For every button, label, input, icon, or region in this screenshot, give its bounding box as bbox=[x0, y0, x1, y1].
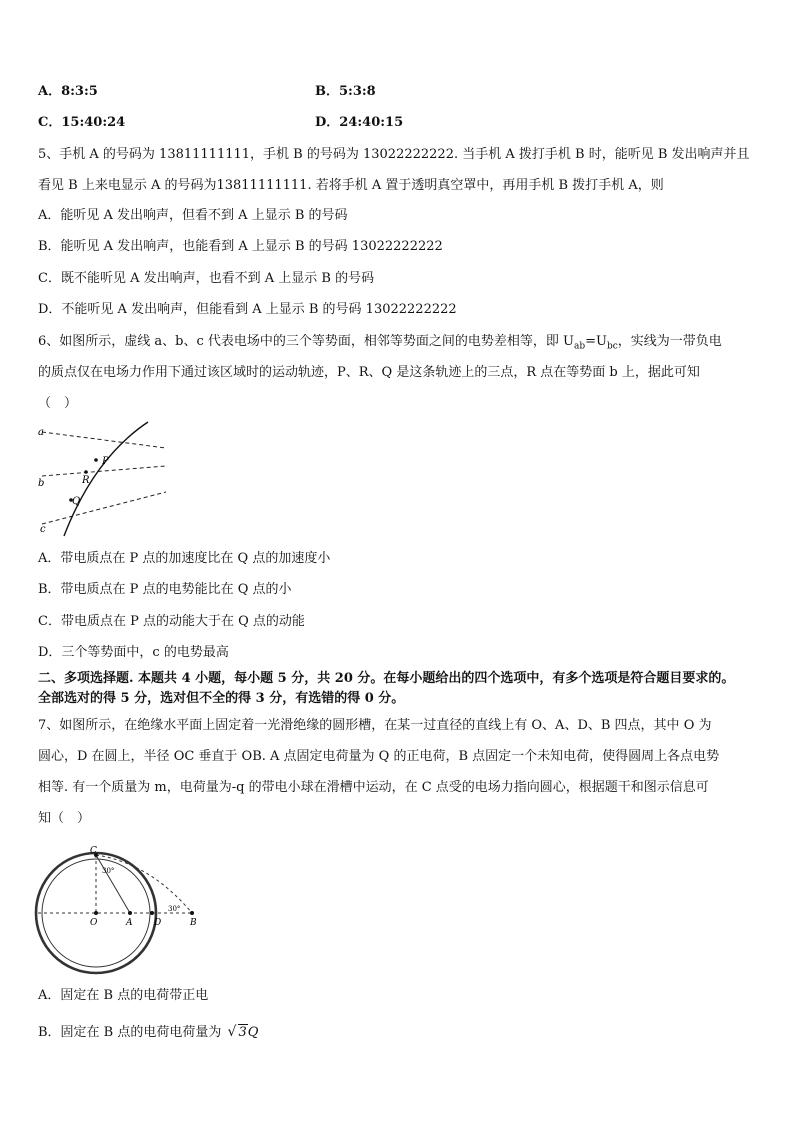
q7-stem-line1: 7、如图所示，在绝缘水平面上固定着一光滑绝缘的圆形槽，在某一过直径的直线上有 O、A、D、B 四点，其中 O 为 bbox=[38, 718, 712, 733]
q6-option-a: A．带电质点在 P 点的加速度比在 Q 点的加速度小 bbox=[38, 551, 331, 566]
q5-option-c: C．既不能听见 A 发出响声，也看不到 A 上显示 B 的号码 bbox=[38, 271, 375, 286]
q6-stem-line3: （ ） bbox=[38, 396, 78, 411]
q6-option-b: B．带电质点在 P 点的电势能比在 Q 点的小 bbox=[38, 582, 292, 597]
label-q: Q bbox=[72, 496, 81, 507]
q6-stem-line1 bbox=[38, 333, 722, 356]
point-o bbox=[94, 911, 98, 915]
label-b: B bbox=[190, 918, 197, 928]
sqrt-sign-icon: √ bbox=[227, 1024, 237, 1040]
angle-label-c: 30° bbox=[102, 867, 115, 875]
q7-stem-line2: 圆心，D 在圆上，半径 OC 垂直于 OB. A 点固定电荷量为 Q 的正电荷，B 点固定一个未知电荷，使得圆周上各点电势 bbox=[38, 749, 720, 764]
equipotential-b bbox=[42, 466, 166, 476]
q5-stem-line1: 5、手机 A 的号码为 13811111111，手机 B 的号码为 13022222222. 当手机 A 拨打手机 B 时，能听见 B 发出响声并且 bbox=[38, 147, 750, 162]
q4-option-c: C．15:40:24 bbox=[38, 115, 126, 130]
angle-label-b: 30° bbox=[168, 905, 181, 913]
q4-option-b: B．5:3:8 bbox=[315, 84, 376, 99]
q6-sub-ab: ab bbox=[573, 341, 586, 352]
particle-trajectory bbox=[64, 422, 148, 536]
q6-equipotential-figure bbox=[34, 418, 174, 540]
label-d: D bbox=[154, 918, 162, 928]
label-c: c bbox=[40, 524, 46, 535]
sqrt-radicand: 3 bbox=[238, 1025, 247, 1040]
label-c: C bbox=[90, 846, 97, 856]
q7-stem-line3: 相等. 有一个质量为 m，电荷量为-q 的带电小球在滑槽中运动，在 C 点受的电场力指向圆心，根据题干和图示信息可 bbox=[38, 780, 709, 795]
label-b: b bbox=[38, 478, 45, 489]
q6-option-c: C．带电质点在 P 点的动能大于在 Q 点的动能 bbox=[38, 614, 305, 629]
label-o: O bbox=[90, 918, 98, 928]
section2-heading-line1: 二、多项选择题. 本题共 4 小题，每小题 5 分，共 20 分。在每小题给出的四个选项中，有多个选项是符合题目要求的。 bbox=[38, 671, 735, 686]
q5-option-d: D．不能听见 A 发出响声，但能看到 A 上显示 B 的号码 13022222222 bbox=[38, 302, 457, 317]
q4-option-d: D．24:40:15 bbox=[315, 115, 404, 130]
equipotential-a bbox=[42, 432, 166, 448]
q5-option-b: B．能听见 A 发出响声，也能看到 A 上显示 B 的号码 13022222222 bbox=[38, 239, 443, 254]
q7-option-a: A．固定在 B 点的电荷带正电 bbox=[38, 988, 209, 1003]
point-b bbox=[190, 911, 194, 915]
q7-option-b-unit: Q bbox=[247, 1025, 259, 1040]
equipotential-c bbox=[42, 492, 166, 524]
q7-option-b-text: B．固定在 B 点的电荷电荷量为 bbox=[38, 1025, 222, 1040]
point-a bbox=[128, 911, 132, 915]
q6-sub-bc: bc bbox=[606, 341, 618, 352]
label-p: P bbox=[102, 456, 109, 467]
q6-stem-text-end: ，实线为一带负电 bbox=[617, 334, 722, 349]
section2-heading-line2: 全部选对的得 5 分，选对但不全的得 3 分，有选错的得 0 分。 bbox=[38, 691, 405, 706]
label-a: A bbox=[126, 918, 133, 928]
point-r bbox=[84, 470, 88, 474]
q7-option-b bbox=[38, 1024, 258, 1042]
label-r: R bbox=[82, 475, 90, 486]
q5-option-a: A．能听见 A 发出响声，但看不到 A 上显示 B 的号码 bbox=[38, 208, 348, 223]
point-p bbox=[94, 458, 98, 462]
q5-stem-line2: 看见 B 上来电显示 A 的号码为13811111111. 若将手机 A 置于透明真空罩中，再用手机 B 拨打手机 A，则 bbox=[38, 178, 664, 193]
q6-stem-line2: 的质点仅在电场力作用下通过该区域时的运动轨迹，P、R、Q 是这条轨迹上的三点，R 点在等势面 b 上，据此可知 bbox=[38, 365, 700, 380]
q7-stem-line4: 知（ ） bbox=[38, 811, 91, 826]
q6-equals: =U bbox=[585, 334, 607, 349]
q6-option-d: D．三个等势面中，c 的电势最高 bbox=[38, 645, 229, 660]
line-ca bbox=[96, 855, 130, 913]
sqrt-expression bbox=[228, 1024, 248, 1042]
label-a: a bbox=[38, 427, 44, 438]
q4-option-a: A．8:3:5 bbox=[38, 84, 98, 99]
q6-stem-text: 6、如图所示，虚线 a、b、c 代表电场中的三个等势面，相邻等势面之间的电势差相等，即 U bbox=[38, 334, 574, 349]
point-d bbox=[150, 911, 154, 915]
q7-circular-groove-figure bbox=[30, 843, 210, 983]
